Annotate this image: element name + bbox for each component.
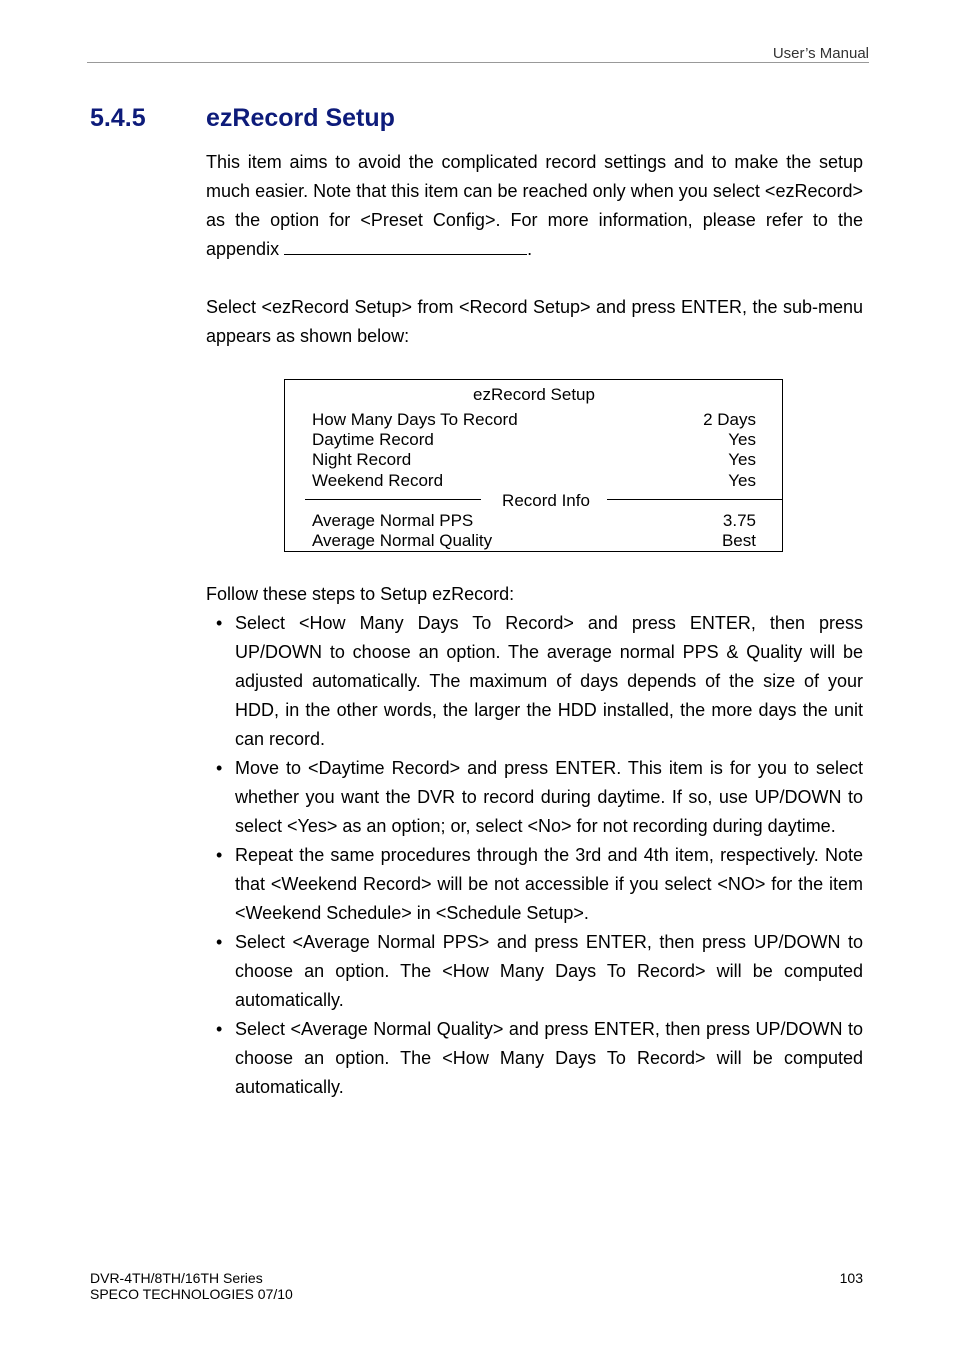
record-info-divider-left (305, 499, 481, 500)
bullet: • (216, 932, 223, 952)
bullet: • (216, 845, 223, 865)
step-text: Repeat the same procedures through the 3rd and 4th item, respectively. Note that <Weekend Record> will be not accessible if you select <NO> for the item <Weekend Schedule> in <Schedule Setup>. (235, 845, 863, 923)
menu-row-value: Yes (728, 450, 756, 469)
step-text: Move to <Daytime Record> and press ENTER. This item is for you to select whether you want the DVR to record during daytime. If so, use UP/DOWN to select <Yes> as an option; or, select <No> for not recording during daytime. (235, 758, 863, 836)
menu-row-value: Yes (728, 471, 756, 490)
bullet: • (216, 613, 223, 633)
menu-row-label: Weekend Record (312, 471, 444, 490)
ezrecord-menu (284, 379, 783, 552)
page-number: 103 (839, 1270, 863, 1286)
menu-row-daytime-record[interactable] (312, 430, 756, 450)
menu-row-value: Best (721, 531, 756, 550)
menu-row-value: 2 Days (703, 410, 756, 429)
step-item (206, 1015, 863, 1102)
appendix-link-blank (284, 236, 527, 255)
running-header: User’s Manual (772, 45, 869, 62)
intro-text: This item aims to avoid the complicated record settings and to make the setup much easier. Note that this item can be reached only when you select <ezRecord> as the option for <Preset Config>. For more information, please refer to the appendix (206, 152, 863, 259)
menu-row-label: Daytime Record (312, 430, 434, 449)
record-info-heading: Record Info (502, 491, 590, 510)
steps-list (206, 609, 863, 1102)
menu-title: ezRecord Setup (473, 385, 595, 404)
bullet: • (216, 758, 223, 778)
menu-row-label: Average Normal PPS (312, 511, 474, 530)
step-text: Select <Average Normal Quality> and press ENTER, then press UP/DOWN to choose an option. The <How Many Days To Record> will be computed automatically. (235, 1019, 863, 1097)
section-number: 5.4.5 (90, 104, 146, 132)
menu-row-value: Yes (728, 430, 756, 449)
select-paragraph: Select <ezRecord Setup> from <Record Setup> and press ENTER, the sub-menu appears as shown below: (206, 297, 863, 346)
footer-left (90, 1270, 293, 1302)
header-divider (87, 62, 869, 63)
record-info-divider-right (607, 499, 782, 500)
step-item (206, 841, 863, 928)
menu-row-weekend-record[interactable] (312, 471, 756, 491)
step-text: Select <How Many Days To Record> and press ENTER, then press UP/DOWN to choose an option. The average normal PPS & Quality will be adjusted automatically. The maximum of days depends of the size of your HDD, in the other words, the larger the HDD installed, the more days the unit can record. (235, 613, 863, 749)
step-text: Select <Average Normal PPS> and press ENTER, then press UP/DOWN to choose an option. The <How Many Days To Record> will be computed automatically. (235, 932, 863, 1010)
steps-intro: Follow these steps to Setup ezRecord: (206, 584, 515, 604)
menu-row-label: How Many Days To Record (312, 410, 518, 429)
menu-row-value: 3.75 (722, 511, 756, 530)
step-item (206, 609, 863, 754)
section-title: ezRecord Setup (206, 104, 395, 132)
footer-series: DVR-4TH/8TH/16TH Series (90, 1270, 263, 1286)
menu-row-label: Night Record (312, 450, 412, 469)
section-heading (90, 104, 395, 133)
menu-row-label: Average Normal Quality (312, 531, 493, 550)
menu-row-average-pps[interactable] (312, 511, 756, 531)
menu-row-days-to-record[interactable] (312, 410, 756, 430)
footer-company: SPECO TECHNOLOGIES 07/10 (90, 1286, 293, 1302)
step-item (206, 928, 863, 1015)
intro-paragraph (206, 148, 863, 264)
intro-end: . (527, 239, 533, 259)
bullet: • (216, 1019, 223, 1039)
menu-row-average-quality[interactable] (312, 531, 756, 551)
menu-row-night-record[interactable] (312, 450, 756, 470)
step-item (206, 754, 863, 841)
